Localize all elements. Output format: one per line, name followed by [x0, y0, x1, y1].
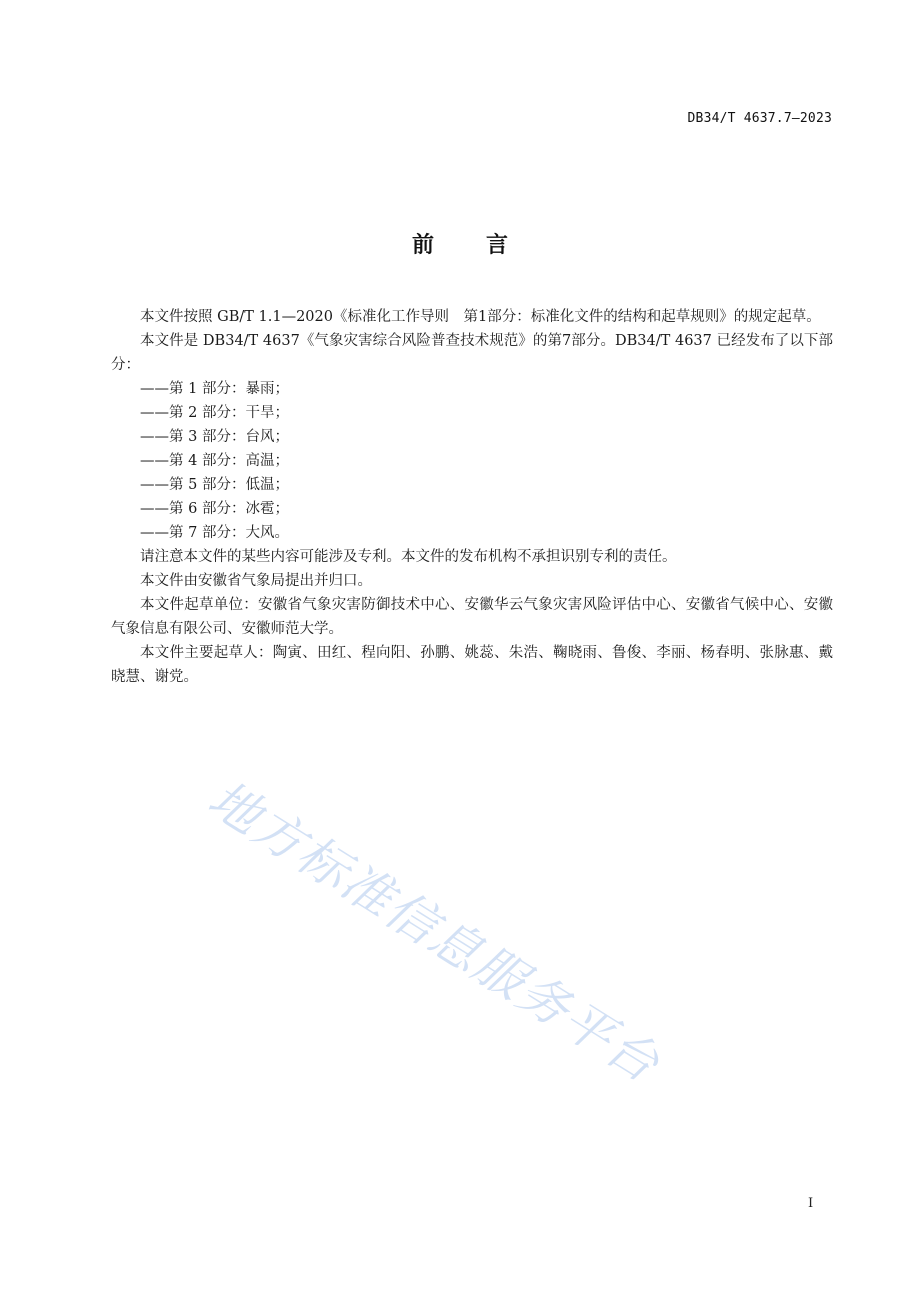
paragraph-drafting-basis: 本文件按照 GB/T 1.1—2020《标准化工作导则 第1部分：标准化文件的结构和起草规则》的规定起草。: [140, 309, 821, 325]
document-body: [111, 305, 833, 689]
page-number: I: [808, 1196, 814, 1211]
paragraph-proposer: 本文件由安徽省气象局提出并归口。: [140, 573, 372, 589]
list-item: ——第 3 部分：台风；: [140, 429, 289, 445]
title-char-2: 言: [486, 233, 509, 258]
paragraph-drafting-units: 本文件起草单位：安徽省气象灾害防御技术中心、安徽华云气象灾害风险评估中心、安徽省气候中心、安徽气象信息有限公司、安徽师范大学。: [111, 597, 833, 637]
parts-list: [111, 377, 833, 545]
list-item: ——第 5 部分：低温；: [140, 477, 289, 493]
list-item: ——第 1 部分：暴雨；: [140, 381, 289, 397]
list-item: ——第 6 部分：冰雹；: [140, 501, 289, 517]
standard-code: DB34/T 4637.7—2023: [687, 111, 832, 126]
list-item: ——第 2 部分：干旱；: [140, 405, 289, 421]
paragraph-patent-notice: 请注意本文件的某些内容可能涉及专利。本文件的发布机构不承担识别专利的责任。: [140, 549, 677, 565]
paragraph-series-intro: 本文件是 DB34/T 4637《气象灾害综合风险普查技术规范》的第7部分。DB34/T 4637 已经发布了以下部分：: [111, 333, 833, 373]
watermark: 地方标准信息服务平台: [198, 769, 671, 1095]
paragraph-drafters: 本文件主要起草人：陶寅、田红、程向阳、孙鹏、姚蕊、朱浩、鞠晓雨、鲁俊、李丽、杨春明、张脉惠、戴晓慧、谢党。: [111, 645, 833, 685]
list-item: ——第 4 部分：高温；: [140, 453, 289, 469]
list-item: ——第 7 部分：大风。: [140, 525, 289, 541]
title-char-1: 前: [411, 233, 434, 258]
page-title: [0, 228, 920, 259]
